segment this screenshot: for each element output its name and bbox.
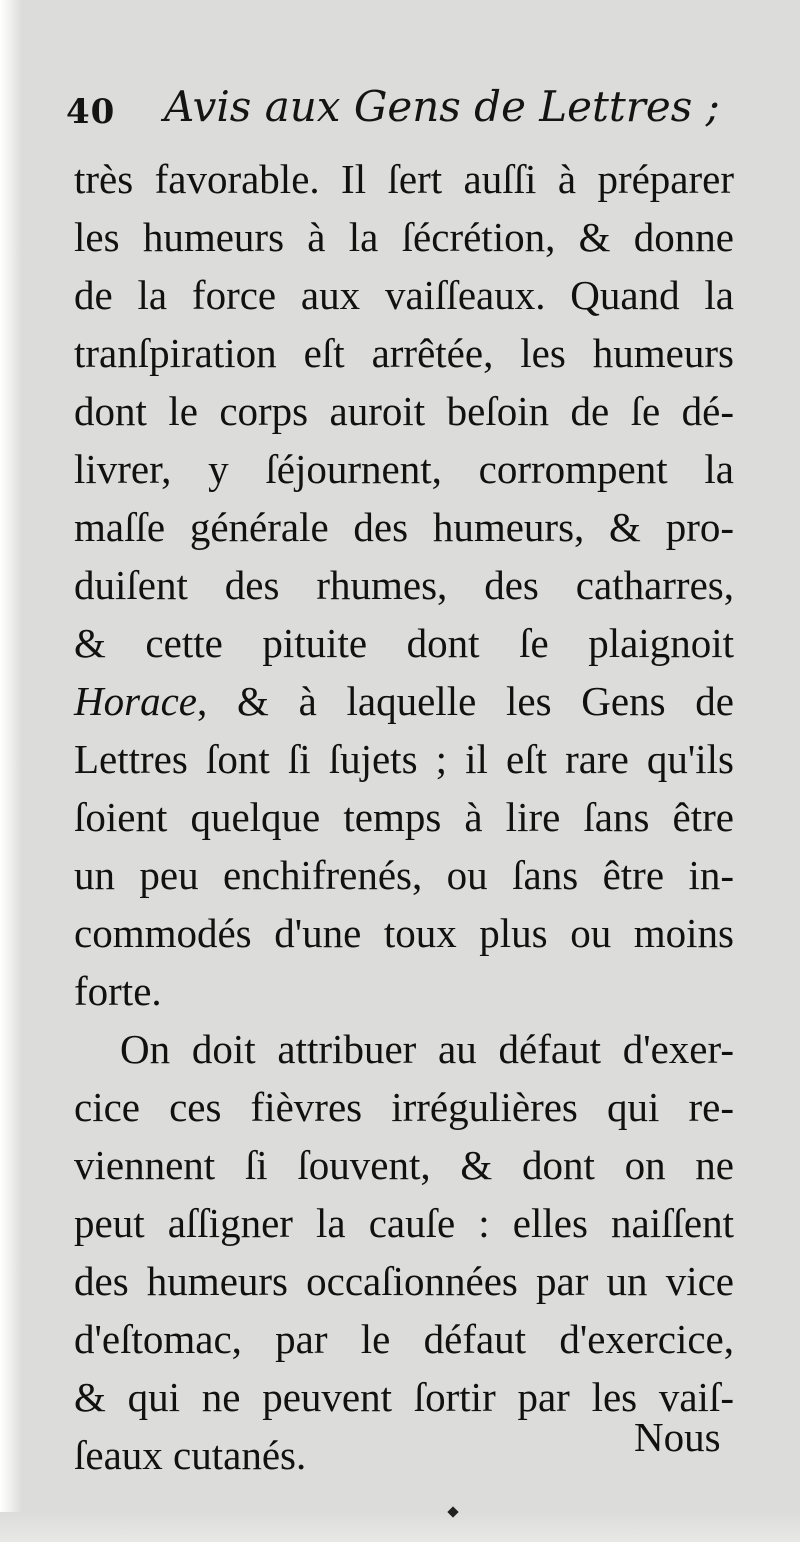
text-line: On doit attribuer au défaut d'exer-: [120, 1026, 734, 1072]
page-gutter-shadow: [0, 0, 22, 1542]
page-bottom-edge: [0, 1512, 800, 1542]
text-line: des humeurs occaſionnées par un vice: [74, 1258, 734, 1304]
text-line: cice ces fièvres irrégulières qui re-: [74, 1084, 734, 1130]
text-line: très favorable. Il ſert auſſi à préparer: [74, 156, 734, 202]
text-line: d'eſtomac, par le défaut d'exercice,: [74, 1316, 734, 1362]
running-title: Avis aux Gens de Lettres ;: [164, 82, 720, 131]
text-line: maſſe générale des humeurs, & pro-: [74, 504, 734, 550]
text-line: un peu enchifrenés, ou ſans être in-: [74, 852, 734, 898]
text-line: les humeurs à la ſécrétion, & donne: [74, 214, 734, 260]
catchword: Nous: [634, 1414, 721, 1460]
text-line: duiſent des rhumes, des catharres,: [74, 562, 734, 608]
text-line: Lettres ſont ſi ſujets ; il eſt rare qu'ils: [74, 736, 734, 782]
paragraph-1: [74, 150, 734, 1020]
text-line: ſeaux cutanés.: [74, 1432, 307, 1478]
text-line: Horace, & à laquelle les Gens de: [74, 678, 734, 724]
text-line: & qui ne peuvent ſortir par les vaiſ-: [74, 1374, 734, 1420]
text-line: peut aſſigner la cauſe : elles naiſſent: [74, 1200, 734, 1246]
text-line: de la force aux vaiſſeaux. Quand la: [74, 272, 734, 318]
text-line: ſoient quelque temps à lire ſans être: [74, 794, 734, 840]
italic-name: Horace: [74, 678, 197, 724]
text-line: & cette pituite dont ſe plaignoit: [74, 620, 734, 666]
text-line: livrer, y ſéjournent, corrompent la: [74, 446, 734, 492]
running-head: [66, 74, 726, 144]
body-text: [74, 150, 734, 1484]
text-line: commodés d'une toux plus ou moins: [74, 910, 734, 956]
text-line: viennent ſi ſouvent, & dont on ne: [74, 1142, 734, 1188]
text-line: forte.: [74, 968, 162, 1014]
text-line: tranſpiration eſt arrêtée, les humeurs: [74, 330, 734, 376]
text-line: dont le corps auroit beſoin de ſe dé-: [74, 388, 734, 434]
page-number: 40: [66, 92, 116, 132]
